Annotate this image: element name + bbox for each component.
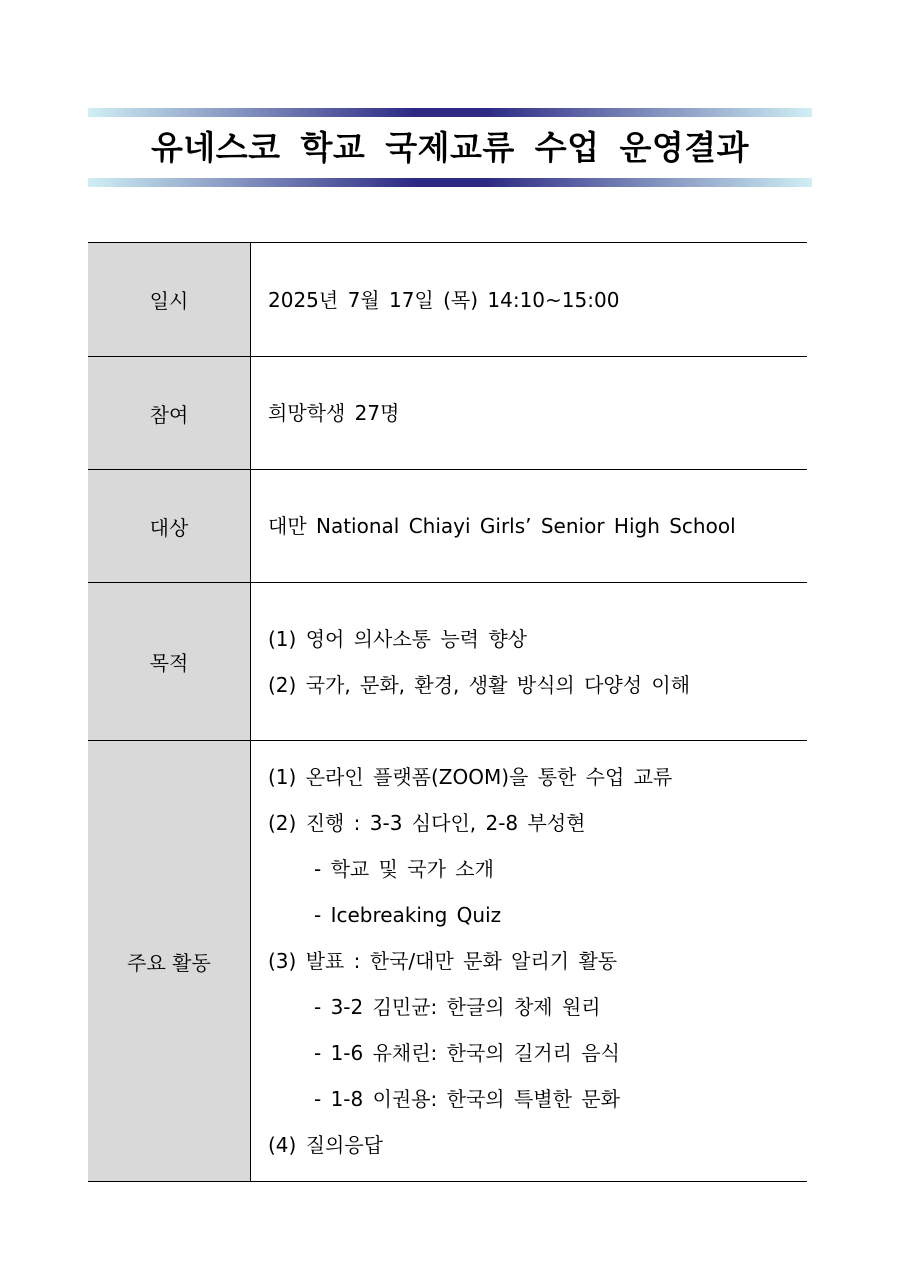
label-participants: 참여: [88, 357, 251, 470]
activity-line-2: (2) 진행 : 3-3 심다인, 2-8 부성현: [268, 811, 586, 835]
value-target: [251, 470, 808, 583]
purpose-line-2: (2) 국가, 문화, 환경, 생활 방식의 다양성 이해: [268, 672, 691, 697]
value-date: [251, 243, 808, 357]
title-band-bottom: [88, 178, 812, 187]
row-activities: [88, 741, 807, 1182]
label-purpose: 목적: [88, 583, 251, 741]
label-date: 일시: [88, 243, 251, 357]
row-target: [88, 470, 807, 583]
participants-line: 희망학생 27명: [268, 401, 400, 425]
info-table: [88, 242, 807, 1182]
purpose-line-1: (1) 영어 의사소통 능력 향상: [268, 626, 527, 651]
value-purpose: [251, 583, 808, 741]
activity-line-4: (4) 질의응답: [268, 1133, 383, 1157]
title-band-top: [88, 108, 812, 117]
activity-sub-5: - 1-8 이권용: 한국의 특별한 문화: [314, 1087, 620, 1111]
label-target: 대상: [88, 470, 251, 583]
row-date: [88, 243, 807, 357]
activity-sub-3: - 3-2 김민균: 한글의 창제 원리: [314, 995, 601, 1019]
activity-sub-1: - 학교 및 국가 소개: [314, 857, 494, 881]
row-purpose: [88, 583, 807, 741]
value-activities: [251, 741, 808, 1182]
label-activities: 주요 활동: [88, 741, 251, 1182]
activity-line-3: (3) 발표 : 한국/대만 문화 알리기 활동: [268, 949, 618, 973]
row-participants: [88, 357, 807, 470]
target-line: 대만 National Chiayi Girls’ Senior High School: [268, 514, 736, 538]
activity-sub-2: - Icebreaking Quiz: [314, 903, 502, 927]
date-line: 2025년 7월 17일 (목) 14:10~15:00: [268, 287, 620, 312]
activity-line-1: (1) 온라인 플랫폼(ZOOM)을 통한 수업 교류: [268, 765, 673, 789]
value-participants: [251, 357, 808, 470]
document-title: 유네스코 학교 국제교류 수업 운영결과: [150, 128, 749, 167]
activity-sub-4: - 1-6 유채린: 한국의 길거리 음식: [314, 1041, 620, 1065]
